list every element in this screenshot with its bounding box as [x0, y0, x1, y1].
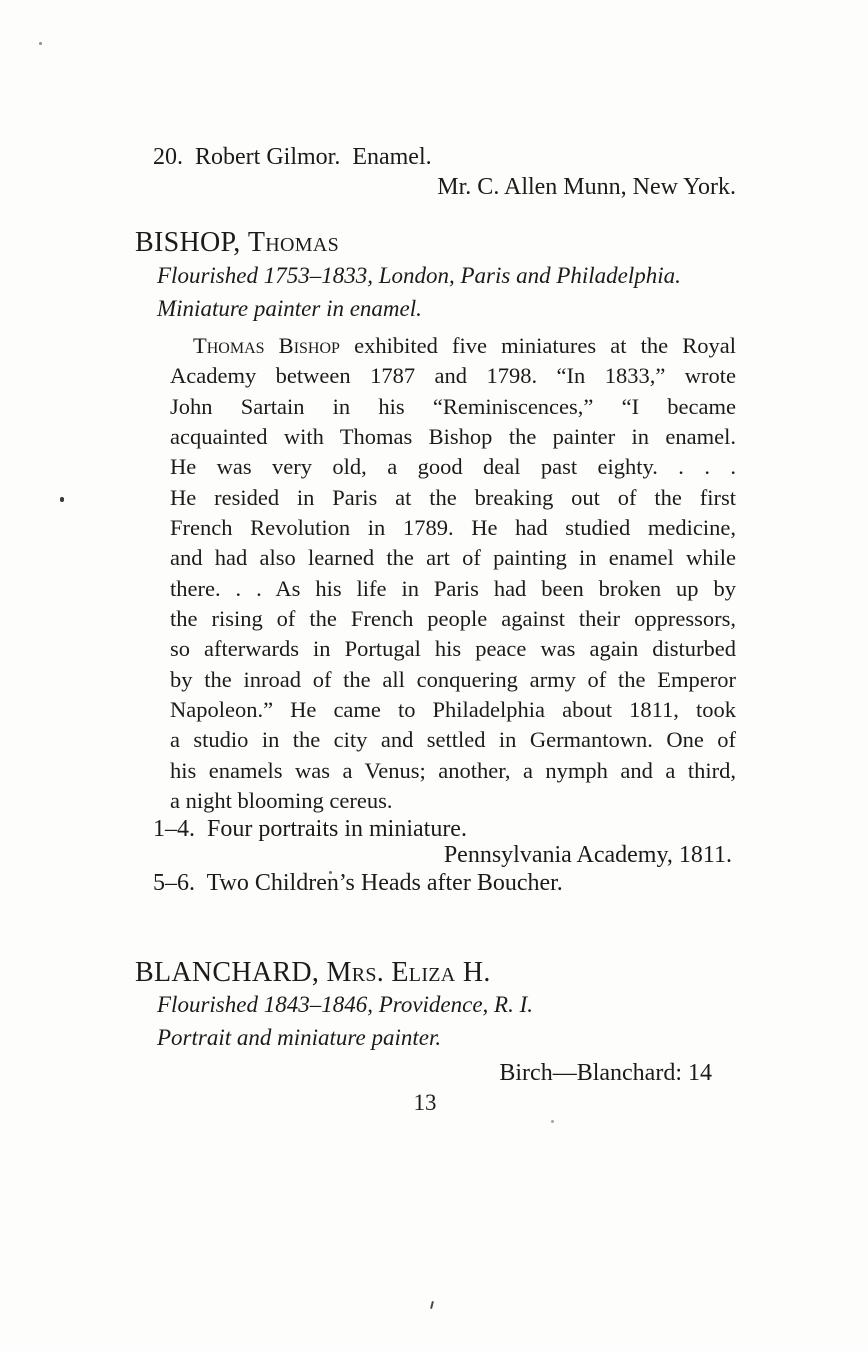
bishop-lead-smallcaps: Thomas Bishop — [193, 333, 340, 358]
scan-speck — [60, 497, 64, 502]
blanchard-heading-givenname: Mrs. Eliza H. — [326, 957, 491, 988]
paragraph-line: so afterwards in Portugal his peace was again disturbed — [170, 636, 736, 662]
paragraph-line: Napoleon.” He came to Philadelphia about 1811, took — [170, 697, 736, 723]
blanchard-occupation-line: Portrait and miniature painter. — [157, 1025, 442, 1050]
bishop-catalog-line-1-4: 1–4. Four portraits in miniature. — [153, 816, 467, 842]
paragraph-line: a studio in the city and settled in Germantown. One of — [170, 727, 736, 753]
blanchard-flourished-line: Flourished 1843–1846, Providence, R. I. — [157, 992, 534, 1017]
bishop-catalog-line-5-6: 5–6. Two Children’s Heads after Boucher. — [153, 870, 563, 896]
paragraph-line: He resided in Paris at the breaking out of the first — [170, 484, 736, 510]
paragraph-line: French Revolution in 1789. He had studied medicine, — [170, 515, 736, 541]
paragraph-line: and had also learned the art of painting in enamel while — [170, 545, 736, 571]
paragraph-line: by the inroad of the all conquering army of the Emperor — [170, 666, 736, 692]
bishop-occupation-line: Miniature painter in enamel. — [157, 296, 422, 321]
bishop-catalog-credit: Pennsylvania Academy, 1811. — [443, 842, 732, 868]
bishop-flourished-line: Flourished 1753–1833, London, Paris and Philadelphia. — [157, 263, 681, 288]
blanchard-artist-heading — [135, 956, 491, 990]
scan-speck — [430, 1301, 434, 1309]
paragraph-line: He was very old, a good deal past eighty. . . . — [170, 454, 736, 480]
bishop-heading-surname: BISHOP, — [135, 227, 248, 258]
gilmor-catalog-entry-line: 20. Robert Gilmor. Enamel. — [153, 144, 432, 170]
page-number: 13 — [413, 1090, 437, 1115]
paragraph-line: his enamels was a Venus; another, a nymph and a third, — [170, 757, 736, 783]
paragraph-line: Academy between 1787 and 1798. “In 1833,” wrote — [170, 363, 736, 389]
paragraph-line — [170, 331, 736, 361]
paragraph-line: there. . . As his life in Paris had been broken up by — [170, 575, 736, 601]
bishop-biography-paragraph — [170, 331, 736, 817]
scan-speck — [39, 42, 42, 45]
paragraph-line: a night blooming cereus. — [170, 788, 393, 814]
paragraph-line: acquainted with Thomas Bishop the painter in enamel. — [170, 424, 736, 450]
paragraph-line-text: exhibited five miniatures at the Royal — [339, 333, 737, 358]
blanchard-heading-surname: BLANCHARD, — [135, 957, 327, 988]
paragraph-line: John Sartain in his “Reminiscences,” “I became — [170, 393, 736, 419]
gilmor-owner-credit: Mr. C. Allen Munn, New York. — [437, 174, 736, 200]
bishop-artist-heading — [135, 226, 339, 260]
signature-line: Birch—Blanchard: 14 — [499, 1060, 712, 1086]
paragraph-line: the rising of the French people against their oppressors, — [170, 606, 736, 632]
bishop-heading-givenname: Thomas — [247, 227, 340, 258]
scan-speck — [551, 1120, 554, 1123]
